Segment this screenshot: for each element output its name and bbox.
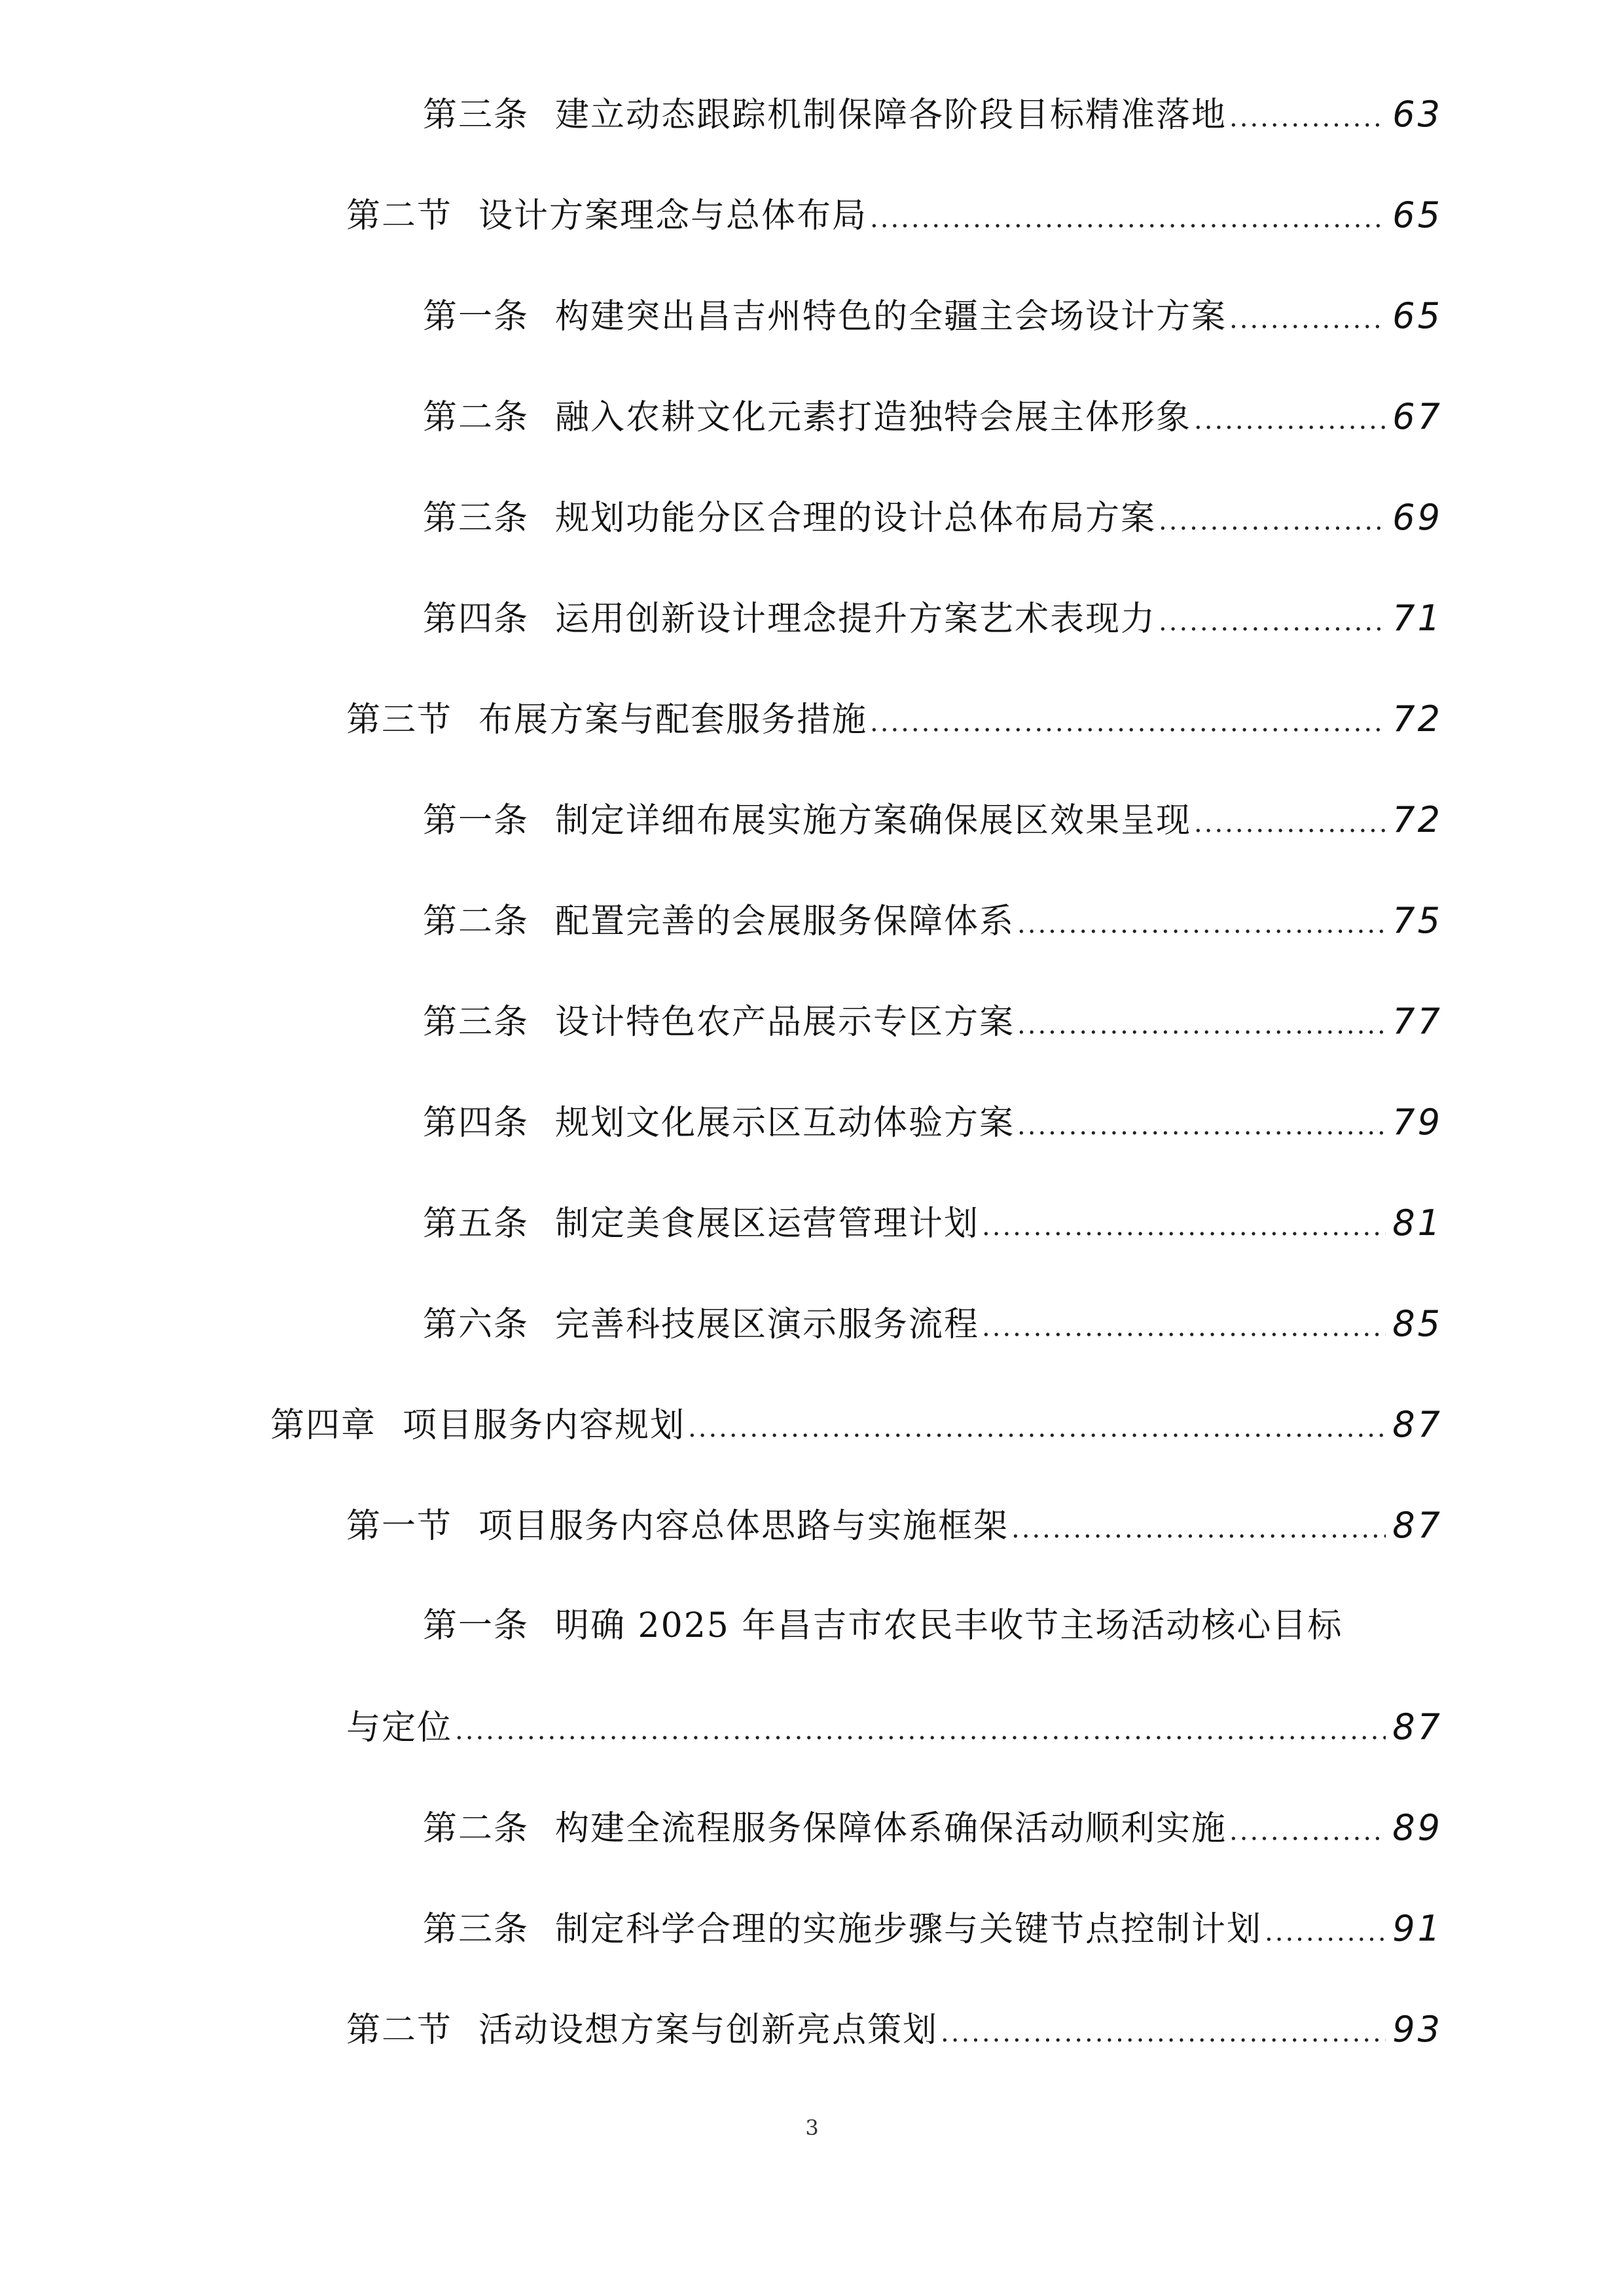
toc-entry-continuation-text: 与定位 [346,1708,453,1748]
toc-entry-page: 79 [1392,1102,1443,1143]
toc-entry-title: 明确 2025 年昌吉市农民丰收节主场活动核心目标 [555,1606,1343,1645]
toc-leader-dots [982,1213,1386,1240]
toc-entry-number: 第二条 [423,902,530,941]
toc-entry-number: 第二条 [423,398,530,437]
toc-entry-page: 77 [1392,1001,1443,1042]
toc-entry-page: 87 [1392,1706,1443,1748]
toc-entry-title: 运用创新设计理念提升方案艺术表现力 [555,600,1157,639]
toc-entry-number: 第一条 [423,297,530,336]
toc-entry[interactable] [423,1001,1443,1042]
toc-entry-number: 第三条 [423,96,530,135]
toc-leader-dots [1011,1516,1386,1542]
page-number: 3 [805,2115,819,2140]
toc-entry-title: 融入农耕文化元素打造独特会展主体形象 [555,398,1192,437]
toc-entry[interactable] [346,698,1443,740]
toc-entry-title: 构建全流程服务保障体系确保活动顺利实施 [555,1809,1227,1848]
toc-entry-page: 91 [1392,1908,1443,1949]
toc-entry-page: 89 [1392,1807,1443,1848]
toc-entry[interactable] [423,598,1443,639]
toc-entry-number: 第五条 [423,1204,530,1244]
toc-leader-dots [455,1717,1386,1744]
toc-entry-page: 65 [1392,295,1443,336]
toc-leader-dots [1017,911,1386,937]
toc-leader-dots [1159,508,1386,534]
toc-leader-dots [1194,810,1386,836]
toc-entry-title: 设计方案理念与总体布局 [478,196,868,236]
toc-entry[interactable] [423,1908,1443,1949]
toc-entry-number: 第三节 [346,700,453,740]
toc-entry[interactable] [270,1404,1443,1445]
toc-entry-number: 第四章 [270,1406,377,1445]
toc-leader-dots [1229,1818,1386,1844]
toc-entry-title: 制定详细布展实施方案确保展区效果呈现 [555,801,1192,840]
toc-leader-dots [688,1415,1386,1441]
toc-entry-title: 规划文化展示区互动体验方案 [555,1103,1015,1143]
toc-entry[interactable] [346,2009,1443,2050]
toc-entry-number: 第三条 [423,1003,530,1042]
toc-entry-number: 第一节 [346,1507,453,1546]
toc-entry[interactable] [423,1102,1443,1143]
toc-entry-number: 第一条 [423,801,530,840]
toc-entry[interactable] [423,497,1443,538]
toc-entry-number: 第二节 [346,2011,453,2050]
toc-leader-dots [982,1314,1386,1340]
toc-entry-number: 第一条 [423,1606,530,1645]
toc-entry-title: 完善科技展区演示服务流程 [555,1305,980,1344]
toc-entry-continuation[interactable] [346,1706,1443,1748]
toc-entry-number: 第六条 [423,1305,530,1344]
toc-leader-dots [1159,609,1386,635]
toc-entry-page: 85 [1392,1303,1443,1344]
toc-leader-dots [1017,1113,1386,1139]
toc-entry-page: 72 [1392,799,1443,840]
toc-entry[interactable] [346,1505,1443,1546]
toc-entry-page: 71 [1392,598,1443,639]
toc-leader-dots [1265,1919,1386,1945]
toc-leader-dots [1229,306,1386,332]
toc-entry-page: 65 [1392,194,1443,236]
toc-entry-title: 布展方案与配套服务措施 [478,700,868,740]
toc-entry[interactable] [423,900,1443,941]
toc-entry-page: 87 [1392,1505,1443,1546]
toc-entry-page: 72 [1392,698,1443,740]
toc-entry-title: 项目服务内容规划 [403,1406,686,1445]
toc-entry[interactable] [423,1202,1443,1244]
toc-entry-number: 第三条 [423,499,530,538]
toc-leader-dots [870,709,1386,736]
toc-entry-title: 活动设想方案与创新亮点策划 [478,2011,939,2050]
toc-entry-page: 93 [1392,2009,1443,2050]
toc-entry-number: 第四条 [423,1103,530,1143]
toc-entry-number: 第二条 [423,1809,530,1848]
toc-entry[interactable] [346,194,1443,236]
toc-entry-title: 制定科学合理的实施步骤与关键节点控制计划 [555,1910,1263,1949]
toc-entry[interactable] [423,1807,1443,1848]
toc-entry[interactable] [423,295,1443,336]
toc-entry-number: 第三条 [423,1910,530,1949]
toc-entry[interactable] [423,799,1443,840]
toc-entry-page: 63 [1392,94,1443,135]
toc-entry[interactable] [423,94,1443,135]
toc-entry[interactable] [423,396,1443,437]
toc-leader-dots [1194,407,1386,433]
toc-entry-title: 制定美食展区运营管理计划 [555,1204,980,1244]
toc-entry-wrapped[interactable] [423,1606,1443,1645]
toc-entry-page: 67 [1392,396,1443,437]
toc-entry-title: 规划功能分区合理的设计总体布局方案 [555,499,1157,538]
toc-leader-dots [1017,1012,1386,1038]
toc-leader-dots [1229,105,1386,131]
toc-entry-title: 设计特色农产品展示专区方案 [555,1003,1015,1042]
toc-leader-dots [941,2020,1386,2046]
toc-entry-page: 69 [1392,497,1443,538]
toc-entry-number: 第四条 [423,600,530,639]
toc-entry-title: 项目服务内容总体思路与实施框架 [478,1507,1009,1546]
toc-entry[interactable] [423,1303,1443,1344]
toc-entry-title: 建立动态跟踪机制保障各阶段目标精准落地 [555,96,1227,135]
toc-entry-number: 第二节 [346,196,453,236]
toc-entry-page: 81 [1392,1202,1443,1244]
toc-leader-dots [870,206,1386,232]
toc-entry-page: 75 [1392,900,1443,941]
toc-entry-title: 构建突出昌吉州特色的全疆主会场设计方案 [555,297,1227,336]
toc-entry-page: 87 [1392,1404,1443,1445]
toc-entry-title: 配置完善的会展服务保障体系 [555,902,1015,941]
